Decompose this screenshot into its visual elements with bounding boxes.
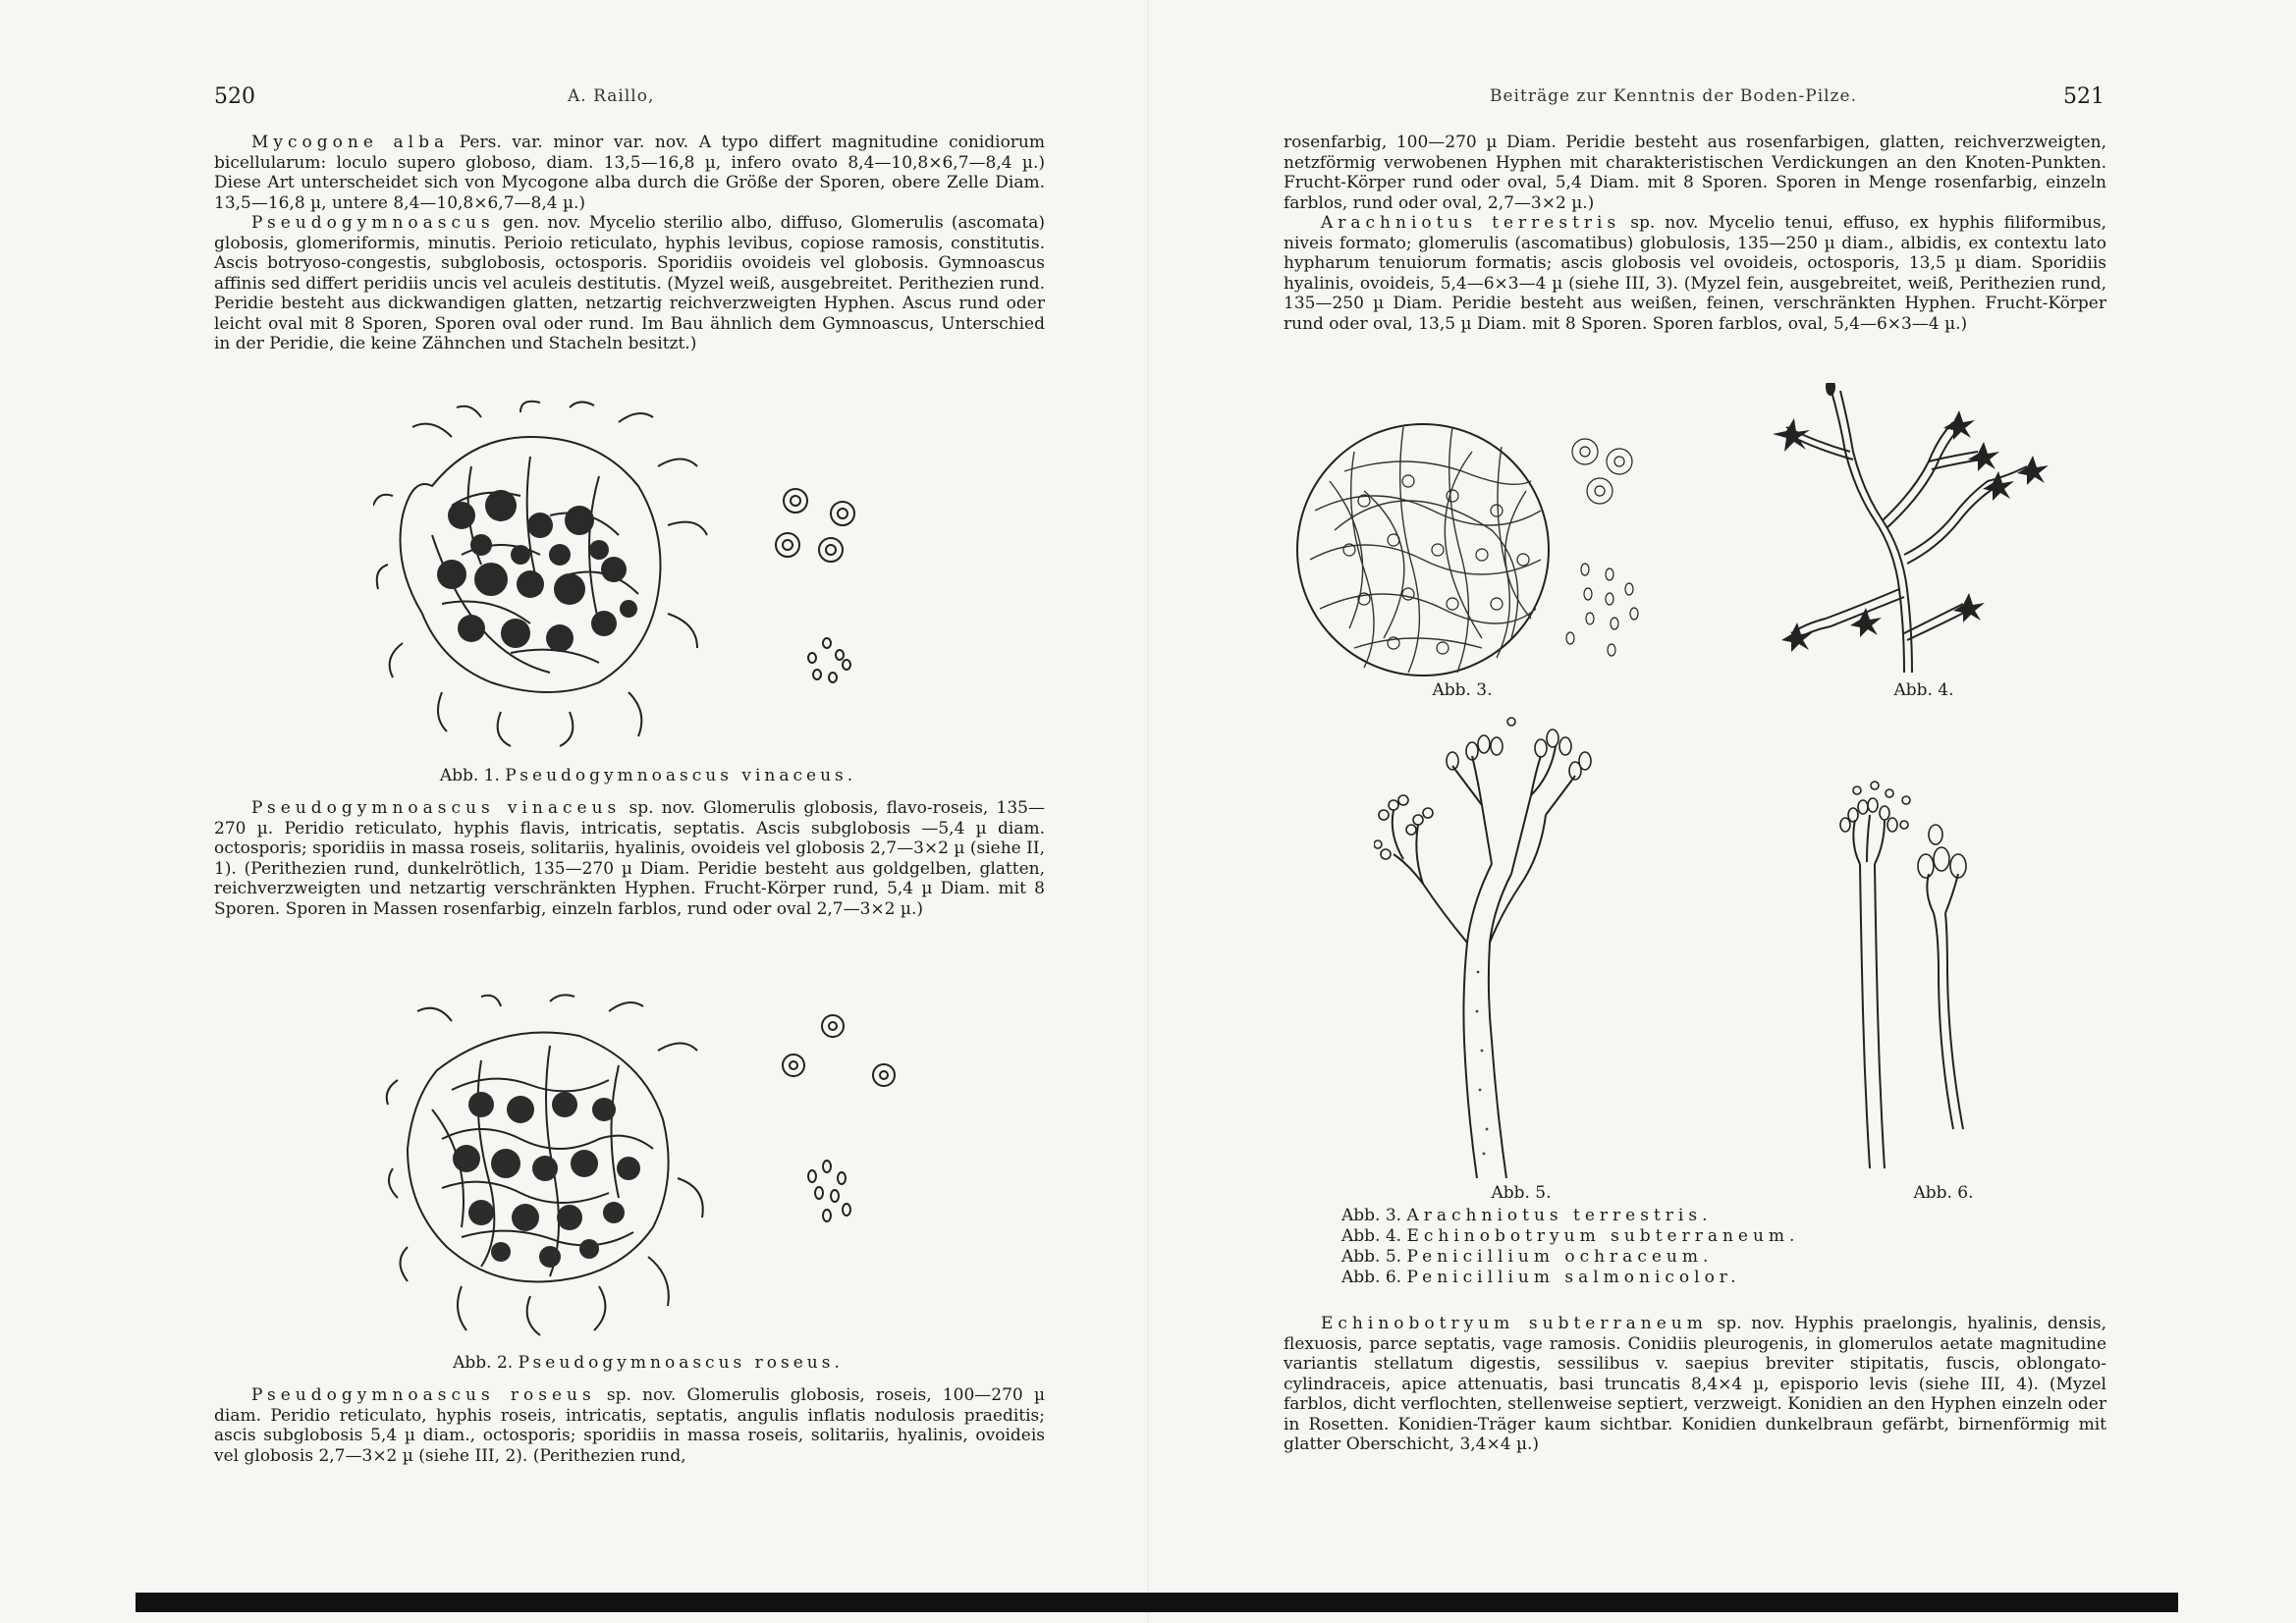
paragraph-text: sp. nov. Mycelio tenui, effuso, ex hyphis filiformibus, niveis formato; glomerulis (ascomatibus) globulosis, 135—250 µ diam., albidis, ex contextu lato hypharum tenuiorum formatis; ascis globosis vel ovoideis, octosporis, 13,5 µ diam. Sporidiis hyalinis, ovoideis, 5,4—6×3—4 µ (siehe III, 3). (Myzel fein, ausgebreitet, weiß, Perithezien rund, 135—250 µ Diam. Peridie besteht aus weißen, feinen, verschränkten Hyphen. Frucht-Körper rund oder oval, 13,5 µ Diam. mit 8 Sporen. Sporen farblos, oval, 5,4—6×3—4 µ.) — [1284, 213, 2106, 334]
penicillium-ochraceum-drawing — [1374, 717, 1619, 1178]
paragraph-arachniotus — [1284, 213, 2106, 334]
paragraph-text: sp. nov. Glomerulis globosis, roseis, 100—270 µ diam. Peridio reticulato, hyphis roseis, intricatis, septatis, angulis inflatis nodulosis praeditis; ascis subglobosis 5,4 µ diam., octosporis; sporidiis in massa roseis, solitariis, hyalinis, ovoideis vel globosis 2,7—3×2 µ (siehe III, 2). (Perithezien rund, — [214, 1385, 1045, 1466]
legend-item — [1341, 1247, 1799, 1268]
legend-species: Arachniotus terrestris. — [1406, 1206, 1713, 1225]
text-block-bottom — [214, 1385, 1045, 1466]
figure-legend — [1341, 1206, 1799, 1288]
species-name: Echinobotryum subterraneum — [1321, 1314, 1708, 1333]
running-head: A. Raillo, — [568, 86, 655, 106]
paragraph-text: gen. nov. Mycelio sterilio albo, diffuso, Glomerulis (ascomata) globosis, glomeriformis, minutis. Perioio reticulato, hyphis levibus, copiose ramosis, constitutis. Ascis botryoso-congestis, subglobosis, octosporis. Sporidiis ovoideis vel globosis. Gymnoascus affinis sed differt peridiis uncis vel aculeis destitutis. (Myzel weiß, ausgebreitet. Perithezien rund. Peridie besteht aus dickwandigen glatten, netzartig reichverzweigten Hyphen. Ascus rund oder leicht oval mit 8 Sporen, Sporen oval oder rund. Im Bau ähnlich dem Gymnoascus, Unterschied in der Peridie, die keine Zähnchen und Stacheln besitzt.) — [214, 213, 1045, 353]
legend-species: Penicillium ochraceum. — [1406, 1247, 1714, 1267]
figure-3-label: Abb. 3. — [1432, 680, 1493, 700]
paragraph-text: sp. nov. Glomerulis globosis, flavo-roseis, 135—270 µ. Peridio reticulato, hyphis flavis, intricatis, septatis. Ascis subglobosis —5,4 µ diam. octosporis; sporidiis in massa roseis, solitariis, hyalinis, ovoideis vel globosis 2,7—3×2 µ (siehe II, 1). (Perithezien rund, dunkelrötlich, 135—270 µ Diam. Peridie besteht aus goldgelben, glatten, reichverzweigten und netzartig verschränkten Hyphen. Frucht-Körper rund, 5,4 µ Diam. mit 8 Sporen. Sporen in Massen rosenfarbig, einzeln farblos, rund oder oval 2,7—3×2 µ.) — [214, 798, 1045, 919]
page-number: 520 — [214, 84, 255, 109]
scan-edge-shadow — [136, 1593, 2178, 1612]
legend-item — [1341, 1268, 1799, 1288]
species-name: Pseudogymnoascus roseus — [251, 1385, 596, 1405]
species-name: Pseudogymnoascus vinaceus — [251, 798, 622, 818]
arachniotus-terrestris-drawing — [1295, 412, 1659, 697]
paragraph-mycogone — [214, 133, 1045, 213]
echinobotryum-subterraneum-drawing — [1757, 383, 2071, 677]
paragraph-text: sp. nov. Hyphis praelongis, hyalinis, densis, flexuosis, parce septatis, vage ramosis. Conidiis pleurogenis, in glomerulos aetate magnitudine variantis stellatum digestis, sessilibus v. saepius breviter stipitatis, fuscis, oblongato-cylindraceis, apice attenuatis, basi truncatis 8,4×4 µ, episporio levis (siehe III, 4). (Myzel farblos, dicht verflochten, stellenweise septiert, verzweigt. Konidien an den Hyphen einzeln oder in Rosetten. Konidien-Träger kaum sichtbar. Konidien dunkelbraun gefärbt, birnenförmig mit glatter Oberschicht, 3,4×4 µ.) — [1284, 1314, 2106, 1454]
figure-5-illustration — [1374, 717, 1619, 1178]
figure-3-illustration — [1295, 412, 1659, 697]
figure-4-label: Abb. 4. — [1893, 680, 1954, 700]
text-block-top — [1284, 133, 2106, 334]
text-block-top — [214, 133, 1045, 354]
pseudogymnoascus-roseus-drawing — [383, 992, 923, 1340]
species-name: Arachniotus terrestris — [1321, 213, 1621, 233]
legend-prefix: Abb. 6. — [1341, 1268, 1407, 1287]
caption-species: Pseudogymnoascus roseus. — [518, 1353, 844, 1373]
page-number: 521 — [2063, 84, 2105, 109]
penicillium-salmonicolor-drawing — [1816, 776, 1983, 1168]
legend-species: Echinobotryum subterraneum. — [1406, 1226, 1800, 1246]
species-name: Mycogone alba — [251, 133, 450, 152]
legend-prefix: Abb. 5. — [1341, 1247, 1407, 1267]
caption-prefix: Abb. 1. — [439, 766, 506, 785]
paragraph-roseus — [214, 1385, 1045, 1466]
text-block-middle — [214, 798, 1045, 919]
paragraph-text: Pers. var. minor var. nov. A typo differt magnitudine conidiorum bicellularum: loculo supero globoso, diam. 13,5—16,8 µ, infero ovato 8,4—10,8×6,7—8,4 µ.) Diese Art unterscheidet sich von Mycogone alba durch die Größe der Sporen, obere Zelle Diam. 13,5—16,8 µ, untere 8,4—10,8×6,7—8,4 µ.) — [214, 133, 1045, 213]
paragraph-vinaceus — [214, 798, 1045, 919]
figure-6-illustration — [1816, 776, 1983, 1168]
legend-item — [1341, 1226, 1799, 1247]
caption-species: Pseudogymnoascus vinaceus. — [505, 766, 857, 785]
pseudogymnoascus-vinaceus-drawing — [373, 398, 923, 751]
legend-prefix: Abb. 4. — [1341, 1226, 1407, 1246]
paragraph-pseudogymnoascus — [214, 213, 1045, 354]
legend-species: Penicillium salmonicolor. — [1406, 1268, 1741, 1287]
paragraph-echinobotryum — [1284, 1314, 2106, 1455]
species-name: Pseudogymnoascus — [251, 213, 495, 233]
figure-2-caption — [373, 1353, 923, 1373]
running-head: Beiträge zur Kenntnis der Boden-Pilze. — [1490, 86, 1857, 106]
text-block-bottom — [1284, 1314, 2106, 1455]
legend-item — [1341, 1206, 1799, 1226]
paragraph-continued: rosenfarbig, 100—270 µ Diam. Peridie besteht aus rosenfarbigen, glatten, reichverzweigten, netzförmig verwobenen Hyphen mit charakteristischen Verdickungen an den Knoten-Punkten. Frucht-Körper rund oder oval, 5,4 Diam. mit 8 Sporen. Sporen in Menge rosenfarbig, einzeln farblos, rund oder oval, 2,7—3×2 µ.) — [1284, 133, 2106, 213]
figure-5-label: Abb. 5. — [1491, 1183, 1552, 1203]
caption-prefix: Abb. 2. — [453, 1353, 519, 1373]
legend-prefix: Abb. 3. — [1341, 1206, 1407, 1225]
figure-1-caption — [373, 766, 923, 785]
right-page — [1148, 0, 2296, 1623]
figure-2-illustration — [383, 992, 923, 1340]
figure-1-illustration — [373, 398, 923, 751]
figure-6-label: Abb. 6. — [1913, 1183, 1974, 1203]
figure-4-illustration — [1757, 383, 2071, 677]
